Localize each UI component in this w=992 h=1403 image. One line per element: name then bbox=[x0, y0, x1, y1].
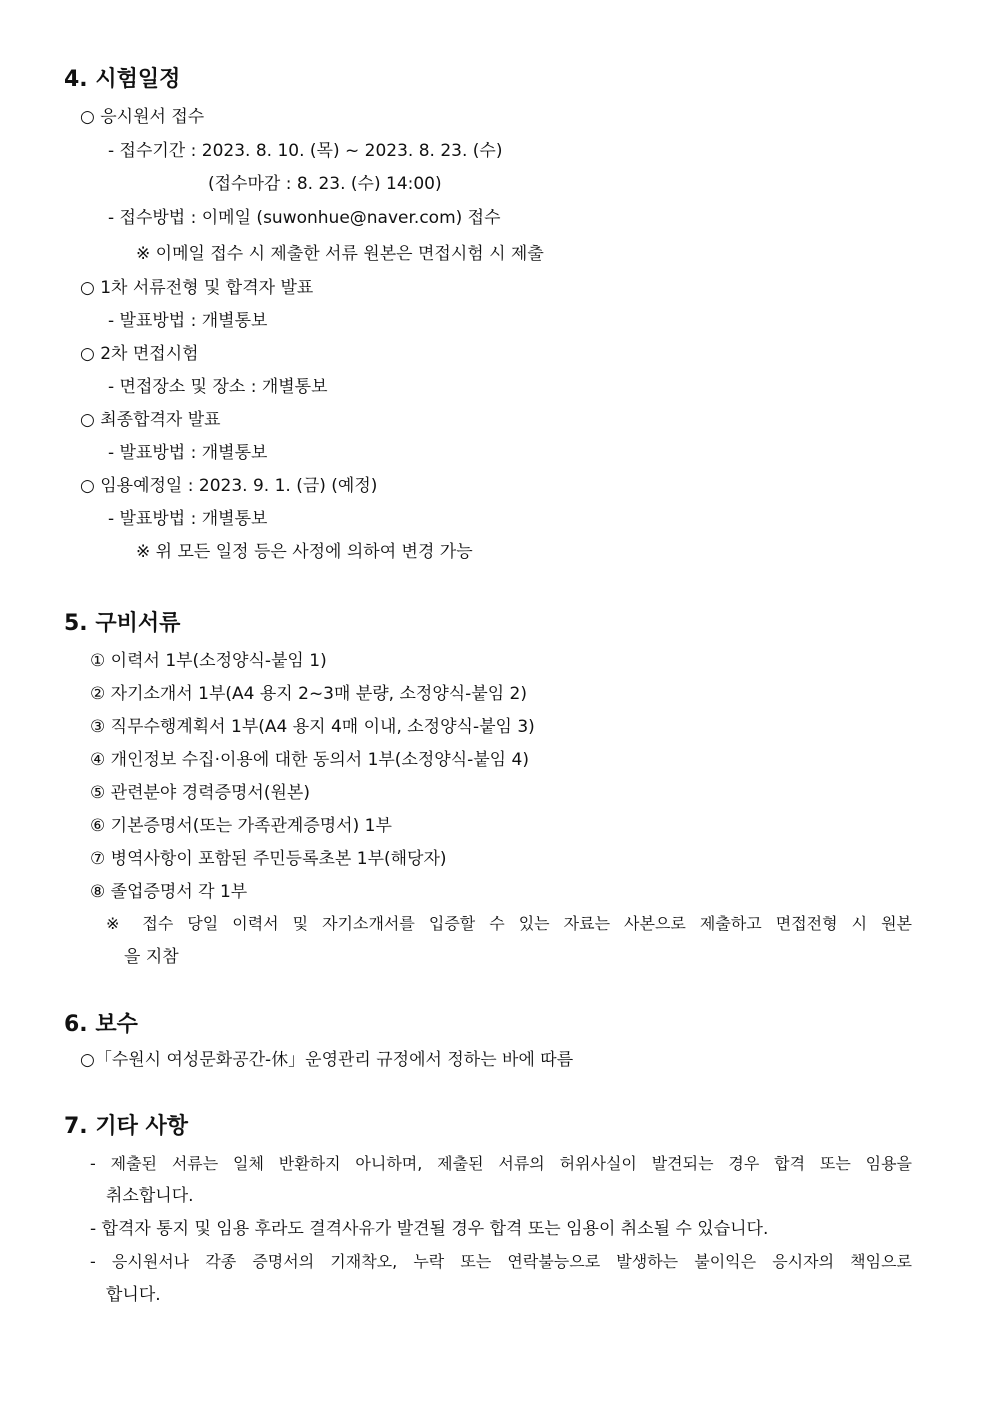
announcement-method-3: - 발표방법 : 개별통보 bbox=[108, 509, 268, 529]
other-item-3: - 응시원서나 각종 증명서의 기재착오, 누락 또는 연락불능으로 발생하는 불이익은 응시자의 책임으로 bbox=[90, 1252, 912, 1271]
document-item-8: ⑧ 졸업증명서 각 1부 bbox=[90, 882, 248, 902]
document-item-1: ① 이력서 1부(소정양식-붙임 1) bbox=[90, 651, 327, 671]
section-5-title: 5. 구비서류 bbox=[64, 611, 181, 636]
other-item-1: - 제출된 서류는 일체 반환하지 아니하며, 제출된 서류의 허위사실이 발견되는 경우 합격 또는 임용을 bbox=[90, 1154, 912, 1173]
document-item-7: ⑦ 병역사항이 포함된 주민등록초본 1부(해당자) bbox=[90, 849, 447, 869]
application-period: - 접수기간 : 2023. 8. 10. (목) ~ 2023. 8. 23. (수) bbox=[108, 141, 503, 161]
schedule-item-appointment-date: ○ 임용예정일 : 2023. 9. 1. (금) (예정) bbox=[80, 476, 378, 496]
schedule-note: ※ 위 모든 일정 등은 사정에 의하여 변경 가능 bbox=[136, 542, 473, 562]
schedule-item-application: ○ 응시원서 접수 bbox=[80, 107, 205, 127]
announcement-method-2: - 발표방법 : 개별통보 bbox=[108, 443, 268, 463]
section-6-title: 6. 보수 bbox=[64, 1012, 138, 1037]
application-deadline: (접수마감 : 8. 23. (수) 14:00) bbox=[208, 174, 442, 194]
documents-note: ※ 접수 당일 이력서 및 자기소개서를 입증할 수 있는 자료는 사본으로 제출하고 면접전형 시 원본 bbox=[106, 914, 912, 933]
document-item-4: ④ 개인정보 수집·이용에 대한 동의서 1부(소정양식-붙임 4) bbox=[90, 750, 529, 770]
application-note: ※ 이메일 접수 시 제출한 서류 원본은 면접시험 시 제출 bbox=[136, 244, 544, 264]
schedule-item-document-screening: ○ 1차 서류전형 및 합격자 발표 bbox=[80, 278, 314, 298]
application-method: - 접수방법 : 이메일 (suwonhue@naver.com) 접수 bbox=[108, 208, 501, 228]
document-item-2: ② 자기소개서 1부(A4 용지 2~3매 분량, 소정양식-붙임 2) bbox=[90, 684, 527, 704]
document-item-6: ⑥ 기본증명서(또는 가족관계증명서) 1부 bbox=[90, 816, 392, 836]
section-7-title: 7. 기타 사항 bbox=[64, 1114, 188, 1139]
other-item-2: - 합격자 통지 및 임용 후라도 결격사유가 발견될 경우 합격 또는 임용이 취소될 수 있습니다. bbox=[90, 1219, 769, 1239]
schedule-item-final-announcement: ○ 최종합격자 발표 bbox=[80, 410, 221, 430]
salary-item: ○「수원시 여성문화공간-休」운영관리 규정에서 정하는 바에 따름 bbox=[80, 1050, 574, 1070]
document-item-3: ③ 직무수행계획서 1부(A4 용지 4매 이내, 소정양식-붙임 3) bbox=[90, 717, 535, 737]
schedule-item-interview: ○ 2차 면접시험 bbox=[80, 344, 199, 364]
documents-note-cont: 을 지참 bbox=[124, 947, 179, 967]
other-item-1-cont: 취소합니다. bbox=[106, 1186, 194, 1206]
document-item-5: ⑤ 관련분야 경력증명서(원본) bbox=[90, 783, 310, 803]
section-4-title: 4. 시험일정 bbox=[64, 67, 181, 92]
interview-location: - 면접장소 및 장소 : 개별통보 bbox=[108, 377, 328, 397]
other-item-3-cont: 합니다. bbox=[106, 1285, 161, 1305]
announcement-method-1: - 발표방법 : 개별통보 bbox=[108, 311, 268, 331]
